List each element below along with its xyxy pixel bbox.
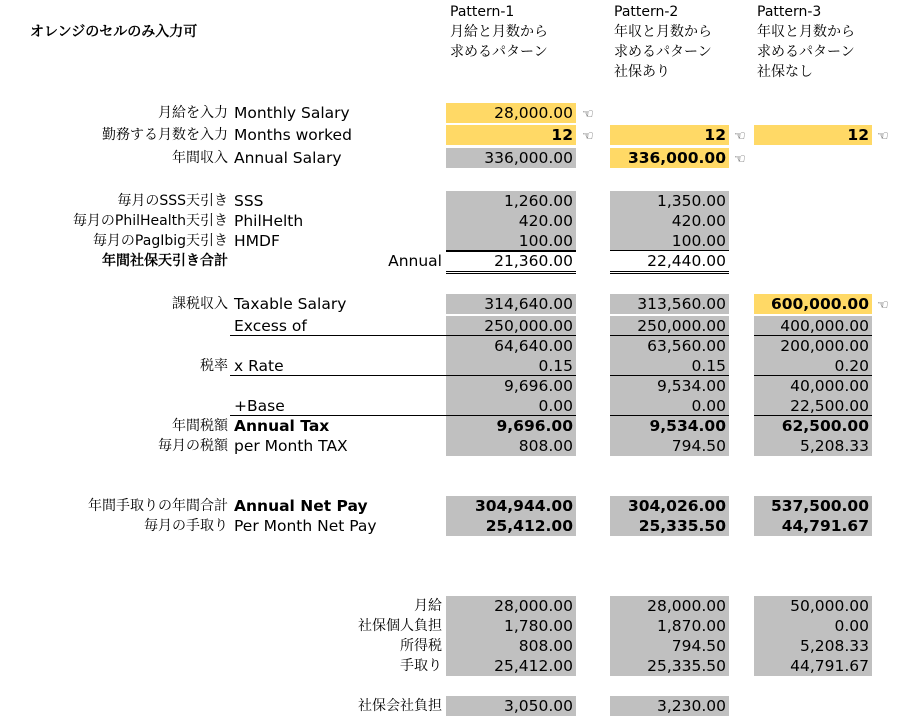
p2-excess: 250,000.00 xyxy=(610,316,729,336)
p2-s-company: 3,230.00 xyxy=(610,696,729,716)
label-anet-jp: 年間手取りの年間合計 xyxy=(88,498,228,514)
p2-annual-net: 304,026.00 xyxy=(610,496,729,516)
p2-s-net: 25,335.50 xyxy=(610,656,729,676)
p3-annual-net: 537,500.00 xyxy=(754,496,872,516)
p1-s-company: 3,050.00 xyxy=(446,696,576,716)
p2-taxable: 313,560.00 xyxy=(610,294,729,314)
label-mnet-jp: 毎月の手取り xyxy=(144,518,228,534)
p1-pag: 100.00 xyxy=(446,231,576,251)
p1-product: 9,696.00 xyxy=(446,376,576,396)
p3-s-tax: 5,208.33 xyxy=(754,636,872,656)
label-mtax-en: per Month TAX xyxy=(234,437,348,455)
pointing-hand-icon: ☜ xyxy=(877,298,889,313)
p1-s-monthly: 28,000.00 xyxy=(446,596,576,616)
sheet-title: オレンジのセルのみ入力可 xyxy=(30,24,198,40)
pointing-hand-icon: ☜ xyxy=(582,107,594,122)
p1-rate: 0.15 xyxy=(446,356,576,376)
label-pag-jp: 毎月のPagIbig天引き xyxy=(92,233,228,249)
p2-pag: 100.00 xyxy=(610,231,729,251)
p2-phil: 420.00 xyxy=(610,211,729,231)
p1-phil: 420.00 xyxy=(446,211,576,231)
p1-excess: 250,000.00 xyxy=(446,316,576,336)
p1-taxable: 314,640.00 xyxy=(446,294,576,314)
p3-months-input[interactable]: 12 xyxy=(754,125,872,145)
label-rate-jp: 税率 xyxy=(200,358,228,374)
label-excess-en: Excess of xyxy=(234,317,307,335)
p3-s-social: 0.00 xyxy=(754,616,872,636)
p3-base: 22,500.00 xyxy=(754,396,872,416)
label-monthly-en: Monthly Salary xyxy=(234,104,350,122)
p2-month-net: 25,335.50 xyxy=(610,516,729,536)
p2-diff: 63,560.00 xyxy=(610,336,729,356)
label-sss-jp: 毎月のSSS天引き xyxy=(117,193,228,209)
label-annual-en: Annual Salary xyxy=(234,149,342,167)
p1-s-net: 25,412.00 xyxy=(446,656,576,676)
p1-months-input[interactable]: 12 xyxy=(446,125,576,145)
label-annual-jp: 年間収入 xyxy=(172,150,228,166)
label-sss-en: SSS xyxy=(234,192,264,210)
label-annual-word: Annual xyxy=(388,252,442,270)
label-pag-en: HMDF xyxy=(234,232,280,250)
label-s-tax: 所得税 xyxy=(400,638,442,654)
p2-s-monthly: 28,000.00 xyxy=(610,596,729,616)
label-phil-en: PhilHelth xyxy=(234,212,304,230)
pattern1-desc2: 求めるパターン xyxy=(450,44,548,60)
pattern1-desc1: 月給と月数から xyxy=(450,24,548,40)
rate-underline xyxy=(230,375,446,376)
p3-annual-tax: 62,500.00 xyxy=(754,416,872,436)
p1-annual-net: 304,944.00 xyxy=(446,496,576,516)
p2-rate: 0.15 xyxy=(610,356,729,376)
pointing-hand-icon: ☜ xyxy=(734,129,746,144)
label-anet-en: Annual Net Pay xyxy=(234,497,368,515)
p2-month-tax: 794.50 xyxy=(610,436,729,456)
label-s-company: 社保会社負担 xyxy=(358,698,442,714)
p2-social-total: 22,440.00 xyxy=(610,251,729,274)
label-atax-jp: 年間税額 xyxy=(172,418,228,434)
p2-annual-tax: 9,534.00 xyxy=(610,416,729,436)
label-months-jp: 勤務する月数を入力 xyxy=(102,127,228,143)
label-s-net: 手取り xyxy=(400,658,442,674)
pattern3-desc1: 年収と月数から xyxy=(757,24,855,40)
p3-product: 40,000.00 xyxy=(754,376,872,396)
pattern3-desc2: 求めるパターン xyxy=(757,44,855,60)
p3-diff: 200,000.00 xyxy=(754,336,872,356)
label-total-jp: 年間社保天引き合計 xyxy=(102,253,228,269)
p2-s-tax: 794.50 xyxy=(610,636,729,656)
p1-s-tax: 808.00 xyxy=(446,636,576,656)
p3-excess: 400,000.00 xyxy=(754,316,872,336)
pattern2-desc1: 年収と月数から xyxy=(614,24,712,40)
p1-social-total: 21,360.00 xyxy=(446,251,576,274)
p3-month-tax: 5,208.33 xyxy=(754,436,872,456)
label-monthly-jp: 月給を入力 xyxy=(158,105,228,121)
excess-underline xyxy=(230,335,446,336)
pointing-hand-icon: ☜ xyxy=(582,129,594,144)
pattern2-desc2: 求めるパターン xyxy=(614,44,712,60)
label-months-en: Months worked xyxy=(234,126,352,144)
p1-month-tax: 808.00 xyxy=(446,436,576,456)
pattern3-name: Pattern-3 xyxy=(757,4,822,20)
pattern3-desc3: 社保なし xyxy=(757,64,813,80)
p1-sss: 1,260.00 xyxy=(446,191,576,211)
p2-product: 9,534.00 xyxy=(610,376,729,396)
label-mtax-jp: 毎月の税額 xyxy=(158,438,228,454)
pattern2-name: Pattern-2 xyxy=(614,4,679,20)
label-s-social: 社保個人負担 xyxy=(358,618,442,634)
pattern1-name: Pattern-1 xyxy=(450,4,515,20)
p3-s-monthly: 50,000.00 xyxy=(754,596,872,616)
p2-sss: 1,350.00 xyxy=(610,191,729,211)
p1-total-line xyxy=(446,251,576,252)
p1-base: 0.00 xyxy=(446,396,576,416)
label-phil-jp: 毎月のPhilHealth天引き xyxy=(72,213,228,229)
p2-months-input[interactable]: 12 xyxy=(610,125,729,145)
label-atax-en: Annual Tax xyxy=(234,417,330,435)
p3-rate: 0.20 xyxy=(754,356,872,376)
label-base-en: +Base xyxy=(234,397,285,415)
pointing-hand-icon: ☜ xyxy=(734,152,746,167)
p3-taxable-input[interactable]: 600,000.00 xyxy=(754,294,872,314)
p1-monthly-input[interactable]: 28,000.00 xyxy=(446,103,576,123)
p1-month-net: 25,412.00 xyxy=(446,516,576,536)
p1-s-social: 1,780.00 xyxy=(446,616,576,636)
label-taxable-jp: 課税収入 xyxy=(172,296,228,312)
label-s-monthly: 月給 xyxy=(414,598,442,614)
pattern2-desc3: 社保あり xyxy=(614,64,670,80)
label-mnet-en: Per Month Net Pay xyxy=(234,517,377,535)
p2-base: 0.00 xyxy=(610,396,729,416)
pointing-hand-icon: ☜ xyxy=(877,129,889,144)
p1-annual-tax: 9,696.00 xyxy=(446,416,576,436)
p3-s-net: 44,791.67 xyxy=(754,656,872,676)
p3-month-net: 44,791.67 xyxy=(754,516,872,536)
label-taxable-en: Taxable Salary xyxy=(234,295,347,313)
label-rate-en: x Rate xyxy=(234,357,284,375)
p1-diff: 64,640.00 xyxy=(446,336,576,356)
p2-s-social: 1,870.00 xyxy=(610,616,729,636)
p2-annual-input[interactable]: 336,000.00 xyxy=(610,148,729,168)
p1-annual: 336,000.00 xyxy=(446,148,576,168)
